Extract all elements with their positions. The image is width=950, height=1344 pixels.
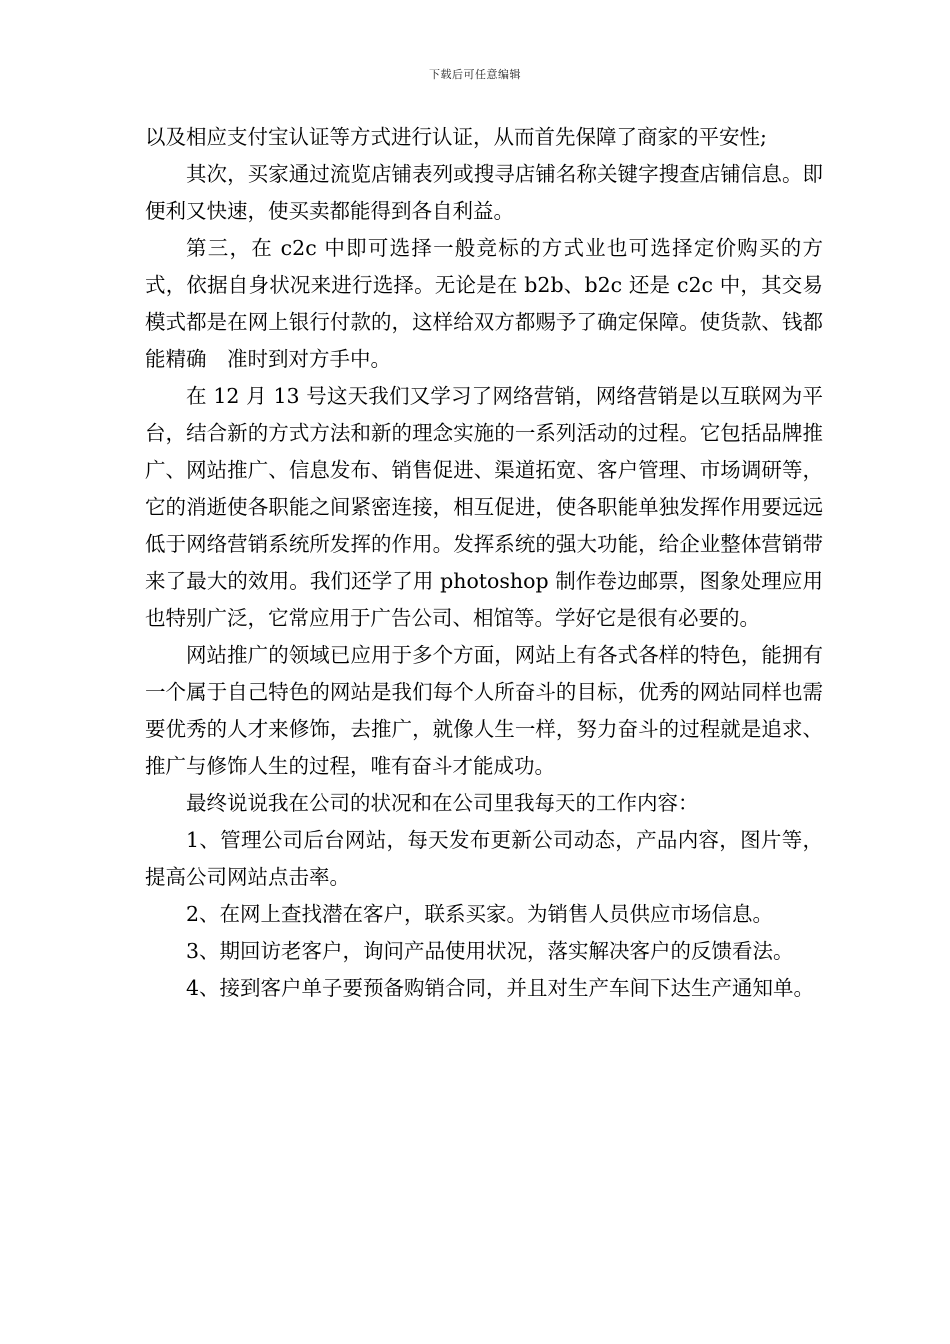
paragraph: 最终说说我在公司的状况和在公司里我每天的工作内容： xyxy=(186,791,699,815)
list-item: 2、在网上查找潜在客户，联系买家。为销售人员供应市场信息。 xyxy=(186,902,774,926)
document-body xyxy=(145,119,823,1007)
paragraph: 在 12 月 13 号这天我们又学习了网络营销，网络营销是以互联网为平台，结合新的方式方法和新的理念实施的一系列活动的过程。它包括品牌推广、网站推广、信息发布、销售促进、渠道拓宽、客户管理、市场调研等，它的消逝使各职能之间紧密连接，相互促进，使各职能单独发挥作用要远远低于网络营销系统所发挥的作用。发挥系统的强大功能，给企业整体营销带来了最大的效用。我们还学了用 photoshop 制作卷边邮票，图象处理应用也特别广泛，它常应用于广告公司、相馆等。学好它是很有必要的。 xyxy=(145,384,823,630)
list-item: 3、期回访老客户，询问产品使用状况，落实解决客户的反馈看法。 xyxy=(186,939,794,963)
paragraph: 第三，在 c2c 中即可选择一般竞标的方式业也可选择定价购买的方式，依据自身状况来进行选择。无论是在 b2b、b2c 还是 c2c 中，其交易模式都是在网上银行付款的，这样给双方都赐予了确定保障。使货款、钱都能精确 准时到对方手中。 xyxy=(145,236,823,371)
paragraph: 以及相应支付宝认证等方式进行认证，从而首先保障了商家的平安性; xyxy=(145,125,767,149)
page-header: 下载后可任意编辑 xyxy=(429,68,521,81)
list-item: 1、管理公司后台网站，每天发布更新公司动态，产品内容，图片等，提高公司网站点击率。 xyxy=(145,828,823,889)
list-item: 4、接到客户单子要预备购销合同，并且对生产车间下达生产通知单。 xyxy=(186,976,815,1000)
paragraph: 网站推广的领域已应用于多个方面，网站上有各式各样的特色，能拥有一个属于自己特色的网站是我们每个人所奋斗的目标，优秀的网站同样也需要优秀的人才来修饰，去推广，就像人生一样，努力奋斗的过程就是追求、推广与修饰人生的过程，唯有奋斗才能成功。 xyxy=(145,643,823,778)
paragraph: 其次，买家通过流览店铺表列或搜寻店铺名称关键字搜查店铺信息。即便利又快速，使买卖都能得到各自利益。 xyxy=(145,162,823,223)
